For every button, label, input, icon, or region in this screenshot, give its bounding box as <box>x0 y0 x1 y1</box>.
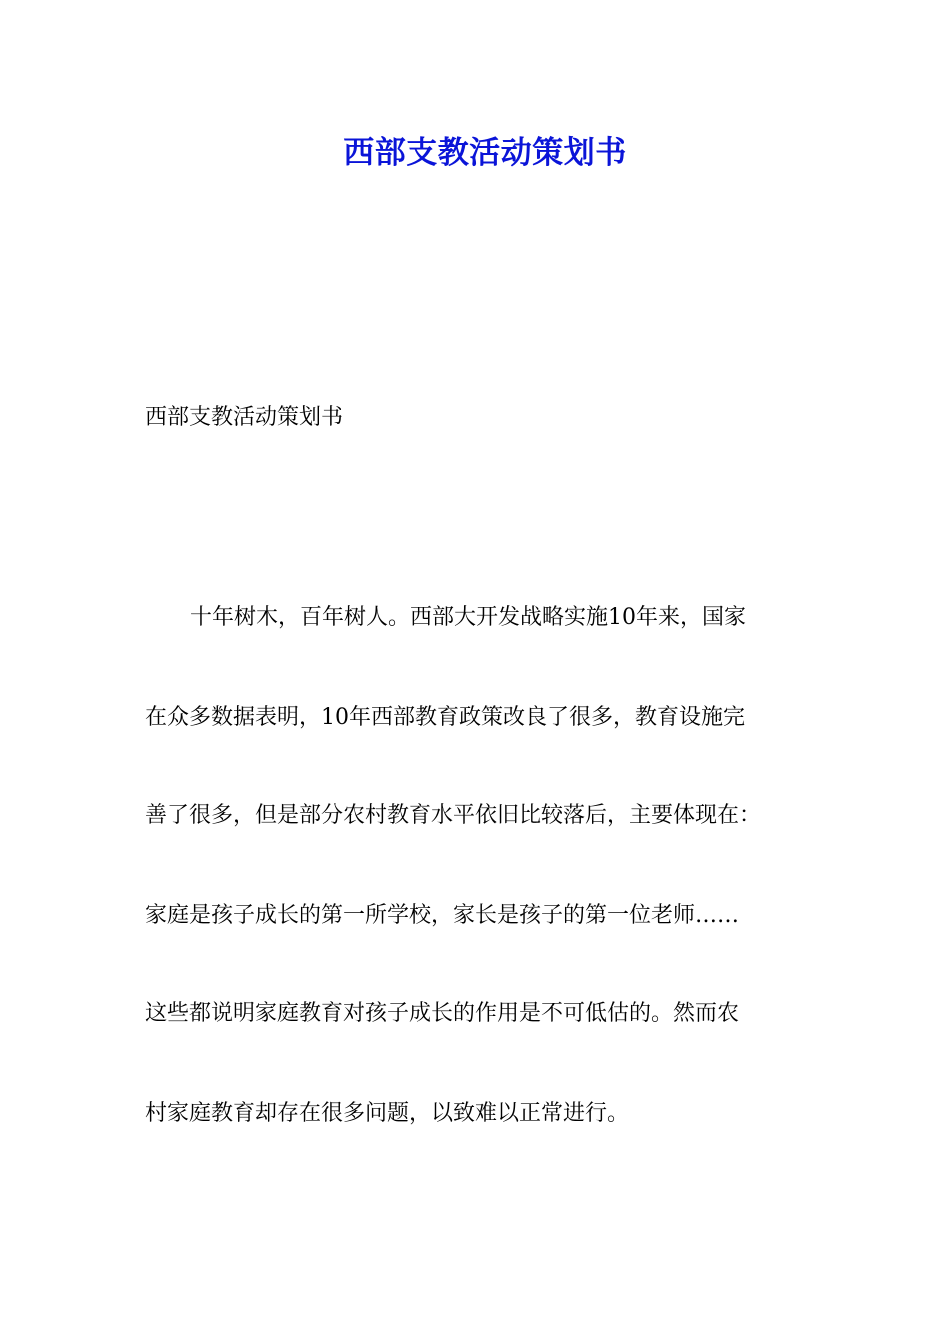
paragraph-line: 善了很多，但是部分农村教育水平依旧比较落后，主要体现在： <box>145 803 762 828</box>
document-title: 西部支教活动策划书 <box>343 135 627 171</box>
paragraph-line: 这些都说明家庭教育对孩子成长的作用是不可低估的。然而农 <box>145 1001 740 1026</box>
paragraph-line: 村家庭教育却存在很多问题，以致难以正常进行。 <box>145 1101 630 1126</box>
paragraph-line: 十年树木，百年树人。西部大开发战略实施10年来，国家 <box>190 605 746 630</box>
paragraph-line: 家庭是孩子成长的第一所学校，家长是孩子的第一位老师…… <box>145 903 740 928</box>
paragraph-line: 在众多数据表明，10年西部教育政策改良了很多，教育设施完 <box>145 705 745 730</box>
document-subtitle: 西部支教活动策划书 <box>145 405 344 430</box>
